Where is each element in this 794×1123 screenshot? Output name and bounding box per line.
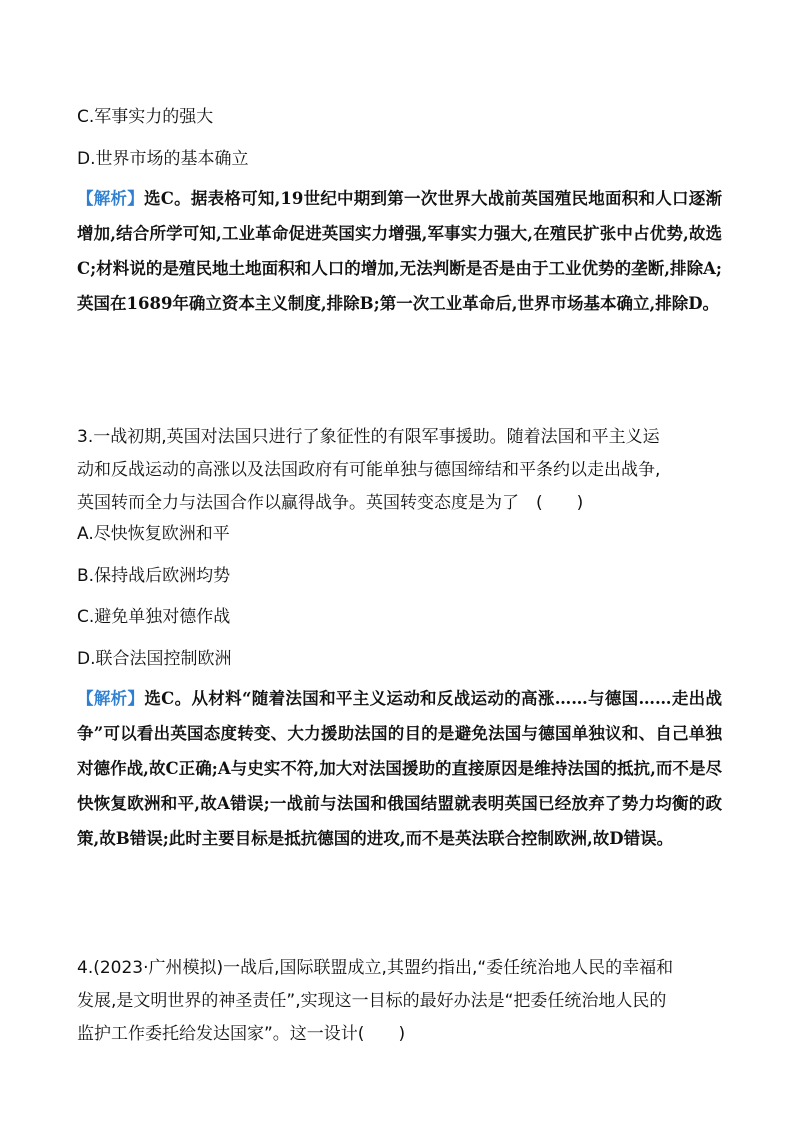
q3-analysis — [77, 681, 722, 856]
analysis-text: 选C。据表格可知,19世纪中期到第一次世界大战前英国殖民地面积和人口逐渐增加,结合所学可知,工业革命促进英国实力增强,军事实力强大,在殖民扩张中占优势,故选C;材料说的是殖民地土地面积和人口的增加,无法判断是否是由于工业优势的垄断,排除A;英国在1689年确立资本主义制度,排除B;第一次工业革命后,世界市场基本确立,排除D。 — [77, 189, 723, 313]
q2-analysis — [77, 181, 722, 321]
q3-option-d: D.联合法国控制欧洲 — [77, 649, 232, 669]
q3-option-c: C.避免单独对德作战 — [77, 607, 231, 627]
analysis-tag: 【解析】 — [77, 689, 145, 708]
q3-stem-line-1: 3.一战初期,英国对法国只进行了象征性的有限军事援助。随着法国和平主义运 — [77, 427, 660, 447]
q4-stem-line-3: 监护工作委托给发达国家”。这一设计( ) — [77, 1024, 406, 1044]
q4-stem-line-1: 4.(2023·广州模拟)一战后,国际联盟成立,其盟约指出,“委任统治地人民的幸福和 — [77, 958, 674, 978]
q3-option-a: A.尽快恢复欧洲和平 — [77, 524, 230, 544]
q4-stem-line-2: 发展,是文明世界的神圣责任”,实现这一目标的最好办法是“把委任统治地人民的 — [77, 991, 667, 1011]
q2-option-d: D.世界市场的基本确立 — [77, 149, 249, 169]
analysis-text: 选C。从材料“随着法国和平主义运动和反战运动的高涨……与德国……走出战争”可以看出英国态度转变、大力援助法国的目的是避免法国与德国单独议和、自己单独对德作战,故C正确;A与史实不符,加大对法国援助的直接原因是维持法国的抵抗,而不是尽快恢复欧洲和平,故A错误;一战前与法国和俄国结盟就表明英国已经放弃了势力均衡的政策,故B错误;此时主要目标是抵抗德国的进攻,而不是英法联合控制欧洲,故D错误。 — [77, 689, 723, 848]
q3-stem-line-3: 英国转而全力与法国合作以赢得战争。英国转变态度是为了 ( ) — [77, 493, 584, 513]
analysis-tag: 【解析】 — [77, 189, 144, 208]
q3-stem-line-2: 动和反战运动的高涨以及法国政府有可能单独与德国缔结和平条约以走出战争, — [77, 460, 661, 480]
q3-option-b: B.保持战后欧洲均势 — [77, 566, 231, 586]
q2-option-c: C.军事实力的强大 — [77, 107, 214, 127]
